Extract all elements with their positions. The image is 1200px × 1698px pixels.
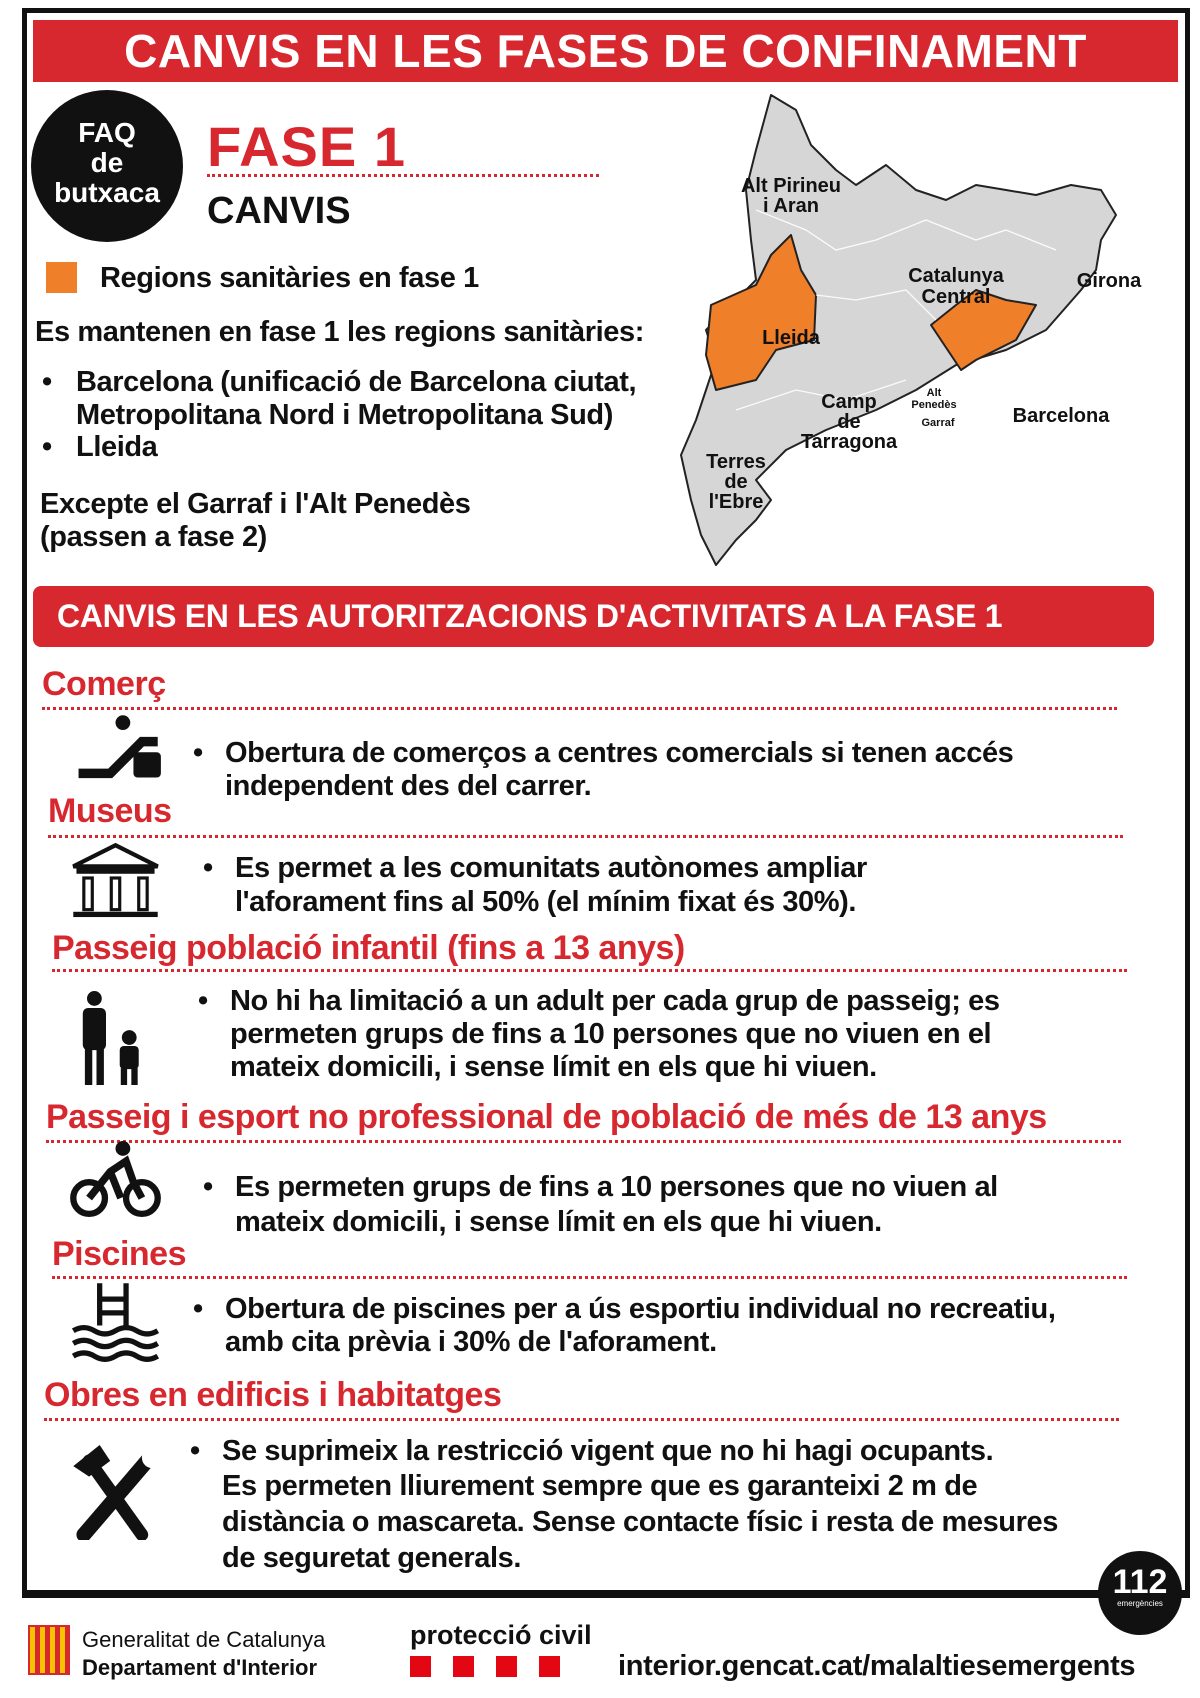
section-divider	[46, 1140, 1121, 1143]
bullet-dot: •	[203, 1171, 214, 1203]
intro-bullet: Lleida	[76, 431, 158, 463]
divider	[207, 174, 599, 177]
section-divider	[44, 1418, 1119, 1421]
map-label: Garraf	[921, 417, 955, 429]
section-text-line: No hi ha limitació a un adult per cada grup de passeig; es	[230, 985, 1000, 1017]
section-text-line: Es permeten lliurement sempre que es garanteixi 2 m de	[222, 1470, 978, 1502]
section-text-line: Se suprimeix la restricció vigent que no hi hagi ocupants.	[222, 1435, 994, 1467]
cyclist-icon	[68, 1140, 163, 1235]
map-label: i Aran	[763, 195, 819, 217]
map-label: Barcelona	[1012, 405, 1110, 427]
section-text-line: Obertura de piscines per a ús esportiu individual no recreatiu,	[225, 1293, 1056, 1325]
map-label: Terres	[706, 451, 766, 473]
exception-text: (passen a fase 2)	[40, 521, 267, 553]
section-heading: Museus	[48, 792, 172, 830]
gov-name: Generalitat de Catalunya	[82, 1627, 326, 1652]
map-label: Alt	[926, 387, 942, 399]
faq-line: butxaca	[54, 177, 160, 208]
section-divider	[48, 835, 1123, 838]
map-label: Central	[921, 286, 991, 308]
section-text-line: Es permeten grups de fins a 10 persones que no viuen al	[235, 1171, 998, 1203]
bullet-dot: •	[42, 366, 52, 398]
subtitle: CANVIS	[207, 190, 351, 232]
intro-lead: Es mantenen en fase 1 les regions sanitàries:	[35, 316, 644, 348]
emergency-112-badge	[1098, 1551, 1182, 1635]
section-heading: Passeig i esport no professional de població de més de 13 anys	[46, 1098, 1047, 1136]
section-heading: Obres en edificis i habitatges	[44, 1376, 502, 1414]
bullet-dot: •	[42, 431, 52, 463]
legend-label: Regions sanitàries en fase 1	[100, 262, 479, 294]
legend-swatch	[46, 262, 77, 293]
generalitat-logo-icon	[28, 1625, 70, 1675]
section-heading: Piscines	[52, 1235, 186, 1273]
intro-bullet-cont: Metropolitana Nord i Metropolitana Sud)	[76, 399, 614, 431]
faq-badge	[31, 90, 183, 242]
section-text-line: Obertura de comerços a centres comercials si tenen accés	[225, 737, 1014, 769]
catalonia-map	[676, 90, 1186, 580]
activities-banner: CANVIS EN LES AUTORITZACIONS D'ACTIVITATS A LA FASE 1	[33, 586, 1154, 647]
section-divider	[52, 1276, 1127, 1279]
map-label: Penedès	[911, 399, 957, 411]
pool-icon	[68, 1278, 163, 1373]
pc-logo-icon	[410, 1656, 560, 1677]
section-text-line: mateix domicili, i sense límit en els que hi viuen.	[235, 1206, 882, 1238]
shopping-escalator-icon	[68, 710, 163, 805]
exception-text: Excepte el Garraf i l'Alt Penedès	[40, 488, 471, 520]
map-label: Camp	[821, 391, 877, 413]
map-label: de	[724, 471, 748, 493]
map-label: Girona	[1076, 270, 1142, 292]
section-text-line: amb cita prèvia i 30% de l'aforament.	[225, 1326, 717, 1358]
tools-icon	[68, 1445, 163, 1540]
section-text-line: independent des del carrer.	[225, 770, 592, 802]
intro-bullet: Barcelona (unificació de Barcelona ciutat,	[76, 366, 637, 398]
bullet-dot: •	[190, 1435, 201, 1467]
map-label: l'Ebre	[708, 491, 764, 513]
adult-child-icon	[68, 990, 163, 1085]
section-text-line: mateix domicili, i sense límit en els que hi viuen.	[230, 1051, 877, 1083]
map-label: Lleida	[762, 327, 820, 349]
phase-title: FASE 1	[207, 115, 406, 178]
section-text-line: Es permet a les comunitats autònomes ampliar	[235, 852, 867, 884]
section-text-line: de seguretat generals.	[222, 1542, 522, 1574]
section-text-line: permeten grups de fins a 10 persones que no viuen en el	[230, 1018, 992, 1050]
faq-line: de	[90, 147, 124, 178]
bullet-dot: •	[203, 852, 214, 884]
bullet-dot: •	[193, 1293, 204, 1325]
section-heading: Passeig població infantil (fins a 13 anys)	[52, 929, 685, 967]
museum-icon	[68, 840, 163, 935]
emergency-number: 112	[1112, 1563, 1168, 1601]
section-divider	[52, 969, 1127, 972]
section-divider	[42, 707, 1117, 710]
pc-name: protecció civil	[410, 1620, 592, 1650]
bullet-dot: •	[198, 985, 209, 1017]
map-label: de	[837, 411, 861, 433]
website-link[interactable]: interior.gencat.cat/malaltiesemergents	[618, 1650, 1136, 1682]
gov-dept: Departament d'Interior	[82, 1655, 318, 1680]
map-label: Alt Pirineu	[740, 175, 842, 197]
faq-line: FAQ	[78, 117, 136, 148]
map-label: Catalunya	[908, 265, 1004, 287]
title-banner: CANVIS EN LES FASES DE CONFINAMENT	[33, 20, 1178, 82]
map-label: Tarragona	[800, 431, 898, 453]
bullet-dot: •	[193, 737, 204, 769]
emergency-sub: emergències	[1117, 1599, 1163, 1608]
section-heading: Comerç	[42, 665, 166, 703]
section-text-line: distància o mascareta. Sense contacte físic i resta de mesures	[222, 1506, 1058, 1538]
section-text-line: l'aforament fins al 50% (el mínim fixat és 30%).	[235, 886, 857, 918]
